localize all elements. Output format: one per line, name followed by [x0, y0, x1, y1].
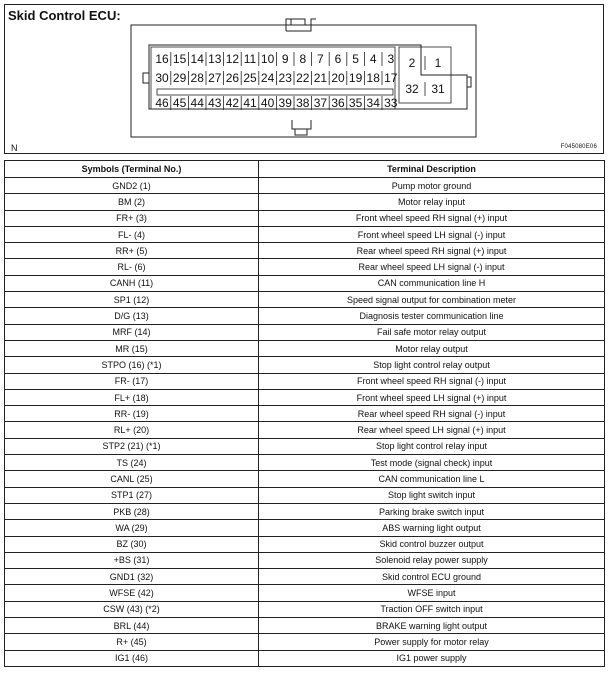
connector-diagram [5, 5, 603, 153]
pin-label: 12 [225, 52, 240, 66]
table-row [5, 536, 605, 552]
table-row [5, 357, 605, 373]
pin-label: 41 [243, 96, 257, 110]
terminal-symbol: MR (15) [5, 340, 259, 356]
terminal-description: Test mode (signal check) input [259, 455, 605, 471]
terminal-symbol: PKB (28) [5, 503, 259, 519]
pin-label: 33 [384, 96, 398, 110]
terminal-description: IG1 power supply [259, 650, 605, 666]
pin-label: 39 [278, 96, 292, 110]
center-bar [157, 89, 393, 95]
pin-label: 14 [190, 52, 204, 66]
table-row [5, 422, 605, 438]
terminal-description: Pump motor ground [259, 178, 605, 194]
terminal-description: Rear wheel speed RH signal (+) input [259, 243, 605, 259]
terminal-symbol: +BS (31) [5, 552, 259, 568]
table-row [5, 520, 605, 536]
terminal-symbol: GND1 (32) [5, 569, 259, 585]
pin-label: 22 [296, 71, 310, 85]
pin-label: 44 [190, 96, 204, 110]
pin-label: 40 [260, 96, 275, 110]
terminal-description: Front wheel speed LH signal (+) input [259, 389, 605, 405]
terminal-description: Stop light control relay input [259, 438, 605, 454]
terminal-symbol: CSW (43) (*2) [5, 601, 259, 617]
pin-label: 31 [431, 82, 445, 96]
figure-code: F045080E06 [560, 144, 597, 150]
pin-label: 42 [225, 96, 240, 110]
pin-label: 23 [278, 71, 292, 85]
pin-label: 38 [296, 96, 310, 110]
terminal-description: Speed signal output for combination meter [259, 292, 605, 308]
terminal-description: Skid control ECU ground [259, 569, 605, 585]
header-symbols: Symbols (Terminal No.) [5, 161, 259, 178]
pin-label: 32 [405, 82, 419, 96]
terminal-description: Front wheel speed RH signal (-) input [259, 373, 605, 389]
table-row [5, 275, 605, 291]
terminal-description: Rear wheel speed LH signal (+) input [259, 422, 605, 438]
terminal-symbol: IG1 (46) [5, 650, 259, 666]
terminal-symbol: D/G (13) [5, 308, 259, 324]
bottom-latch [292, 120, 311, 135]
corner-label: N [11, 143, 18, 153]
table-row [5, 259, 605, 275]
pin-label: 5 [352, 52, 359, 66]
terminal-symbol: FL- (4) [5, 226, 259, 242]
terminal-table [4, 160, 605, 667]
table-row [5, 438, 605, 454]
terminal-description: WFSE input [259, 585, 605, 601]
terminal-symbol: FR- (17) [5, 373, 259, 389]
terminal-description: Rear wheel speed LH signal (-) input [259, 259, 605, 275]
terminal-description: Traction OFF switch input [259, 601, 605, 617]
pin-label: 30 [155, 71, 169, 85]
pin-label: 19 [348, 71, 363, 85]
table-row [5, 210, 605, 226]
terminal-symbol: RR+ (5) [5, 243, 259, 259]
terminal-description: Motor relay output [259, 340, 605, 356]
terminal-description: Skid control buzzer output [259, 536, 605, 552]
terminal-description: Solenoid relay power supply [259, 552, 605, 568]
pin-label: 15 [172, 52, 187, 66]
pin-label: 16 [155, 52, 169, 66]
terminal-description: CAN communication line L [259, 471, 605, 487]
table-row [5, 389, 605, 405]
terminal-symbol: GND2 (1) [5, 178, 259, 194]
table-row [5, 243, 605, 259]
table-row [5, 194, 605, 210]
pin-label: 7 [317, 52, 324, 66]
terminal-description: Power supply for motor relay [259, 634, 605, 650]
terminal-symbol: FL+ (18) [5, 389, 259, 405]
table-row [5, 601, 605, 617]
table-row [5, 618, 605, 634]
table-row [5, 634, 605, 650]
pin-label: 27 [208, 71, 222, 85]
pin-label: 43 [208, 96, 222, 110]
pin-label: 45 [172, 96, 187, 110]
terminal-description: Front wheel speed LH signal (-) input [259, 226, 605, 242]
table-header-row [5, 161, 605, 178]
figure-title: Skid Control ECU: [8, 8, 121, 23]
pin-label: 35 [348, 96, 363, 110]
terminal-symbol: R+ (45) [5, 634, 259, 650]
terminal-description: Fail safe motor relay output [259, 324, 605, 340]
table-row [5, 455, 605, 471]
right-tab [467, 77, 471, 87]
pin-label: 11 [243, 52, 257, 66]
terminal-symbol: RL+ (20) [5, 422, 259, 438]
table-row [5, 178, 605, 194]
pin-label: 4 [369, 52, 377, 66]
connector-figure [4, 4, 604, 154]
table-row [5, 585, 605, 601]
terminal-description: Diagnosis tester communication line [259, 308, 605, 324]
terminal-description: CAN communication line H [259, 275, 605, 291]
table-row [5, 487, 605, 503]
terminal-symbol: CANL (25) [5, 471, 259, 487]
terminal-symbol: RL- (6) [5, 259, 259, 275]
pin-label: 6 [334, 52, 342, 66]
terminal-symbol: MRF (14) [5, 324, 259, 340]
table-row [5, 552, 605, 568]
terminal-description: Stop light control relay output [259, 357, 605, 373]
terminal-symbol: STP2 (21) (*1) [5, 438, 259, 454]
table-row [5, 471, 605, 487]
terminal-symbol: BRL (44) [5, 618, 259, 634]
table-row [5, 569, 605, 585]
pin-label: 25 [243, 71, 257, 85]
terminal-symbol: TS (24) [5, 455, 259, 471]
terminal-symbol: RR- (19) [5, 406, 259, 422]
terminal-description: Rear wheel speed RH signal (-) input [259, 406, 605, 422]
pin-label: 24 [260, 71, 275, 85]
terminal-symbol: WFSE (42) [5, 585, 259, 601]
table-row [5, 292, 605, 308]
table-row [5, 406, 605, 422]
terminal-symbol: STPO (16) (*1) [5, 357, 259, 373]
pin-label: 3 [387, 52, 395, 66]
pin-label: 10 [260, 52, 275, 66]
pin-label: 2 [408, 56, 416, 70]
pin-label: 34 [366, 96, 380, 110]
table-row [5, 503, 605, 519]
terminal-symbol: FR+ (3) [5, 210, 259, 226]
terminal-description: Stop light switch input [259, 487, 605, 503]
pin-label: 37 [313, 96, 328, 110]
terminal-symbol: BM (2) [5, 194, 259, 210]
table-row [5, 308, 605, 324]
terminal-symbol: BZ (30) [5, 536, 259, 552]
pin-label: 17 [384, 71, 398, 85]
pin-label: 21 [313, 71, 328, 85]
terminal-description: Motor relay input [259, 194, 605, 210]
terminal-symbol: SP1 (12) [5, 292, 259, 308]
terminal-description: Front wheel speed RH signal (+) input [259, 210, 605, 226]
terminal-symbol: STP1 (27) [5, 487, 259, 503]
table-row [5, 650, 605, 666]
terminal-description: Parking brake switch input [259, 503, 605, 519]
pin-label: 20 [331, 71, 345, 85]
pin-label: 36 [331, 96, 345, 110]
terminal-description: BRAKE warning light output [259, 618, 605, 634]
pin-label: 29 [172, 71, 187, 85]
pin-label: 18 [366, 71, 380, 85]
table-row [5, 226, 605, 242]
terminal-symbol: WA (29) [5, 520, 259, 536]
pin-label: 26 [225, 71, 240, 85]
pin-label: 28 [190, 71, 204, 85]
terminal-symbol: CANH (11) [5, 275, 259, 291]
pin-label: 9 [281, 52, 289, 66]
terminal-description: ABS warning light output [259, 520, 605, 536]
pin-label: 1 [434, 56, 442, 70]
table-row [5, 340, 605, 356]
header-description: Terminal Description [259, 161, 605, 178]
pin-label: 8 [299, 52, 307, 66]
left-tab [143, 73, 149, 83]
pin-label: 46 [155, 96, 169, 110]
table-row [5, 324, 605, 340]
pin-label: 13 [208, 52, 222, 66]
table-row [5, 373, 605, 389]
